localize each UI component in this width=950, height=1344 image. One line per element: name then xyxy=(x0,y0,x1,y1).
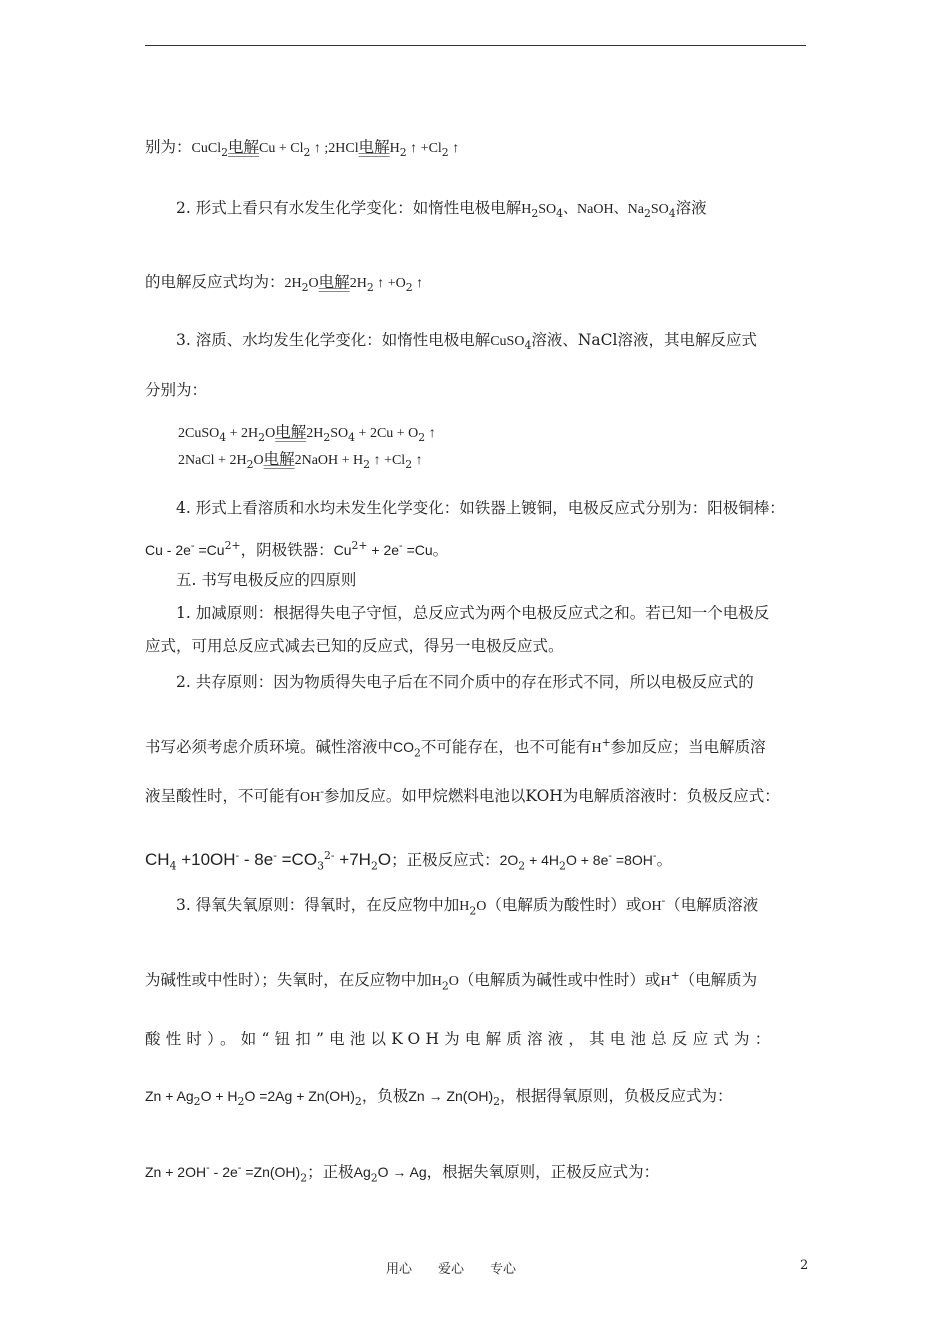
text-run: - xyxy=(661,894,666,907)
text-run: 的电解反应式均为： xyxy=(145,273,285,291)
text-run: ↑ xyxy=(448,141,460,156)
text-run: Zn + 2OH xyxy=(145,1164,207,1181)
text-run: CH xyxy=(145,850,170,870)
text-run: 2 xyxy=(441,146,449,160)
text-run: ↑ ;2HCl xyxy=(310,141,359,156)
text-run: 书写必须考虑介质环境。碱性溶液中 xyxy=(145,738,394,757)
text-run: =Cu xyxy=(194,542,225,559)
line-11 xyxy=(176,603,769,623)
text-run: ；正极 xyxy=(307,1163,354,1182)
text-run: 2 xyxy=(469,904,477,918)
text-run: O xyxy=(377,850,392,870)
text-run: 2 xyxy=(246,458,254,472)
text-run: O xyxy=(253,453,264,468)
text-run: ↑ +O xyxy=(373,276,406,291)
text-run: 应式，可用总反应式减去已知的反应式，得另一电极反应式。 xyxy=(145,637,564,655)
text-run: - xyxy=(320,785,324,798)
text-run: 液呈酸性时，不可能有 xyxy=(145,787,301,806)
text-run: 2. 形式上看只有水发生化学变化：如惰性电极电解 xyxy=(176,199,522,217)
text-run: 2 xyxy=(363,458,371,472)
line-18 xyxy=(145,966,757,996)
text-run: Ag xyxy=(353,1164,371,1181)
text-run: - xyxy=(273,849,277,862)
line-12 xyxy=(145,636,564,656)
text-run: - xyxy=(237,1161,242,1174)
text-run: - 8e xyxy=(239,850,274,870)
text-run: （电解质为酸性时）或 xyxy=(486,896,642,915)
line-5 xyxy=(145,380,207,400)
text-run: 2 xyxy=(405,281,413,295)
text-run: 2 xyxy=(303,146,311,160)
text-run: O xyxy=(476,899,487,915)
line-10 xyxy=(176,570,356,590)
line-19 xyxy=(145,1029,775,1049)
text-run: ↑ +Cl xyxy=(406,141,442,156)
text-run: 2 xyxy=(301,281,309,295)
text-run: 2O xyxy=(499,852,519,869)
text-run: =Cu xyxy=(402,542,433,559)
text-run: 2 xyxy=(518,859,526,873)
line-2 xyxy=(176,198,707,224)
text-run: O + H xyxy=(200,1088,238,1104)
text-run: H xyxy=(389,141,400,156)
line-7 xyxy=(178,449,423,475)
text-run: O xyxy=(448,974,459,990)
text-run: H xyxy=(591,741,602,757)
text-run: O xyxy=(308,276,319,291)
text-run: 2 xyxy=(531,207,539,221)
line-13 xyxy=(176,672,754,692)
text-run: ↑ xyxy=(425,426,436,441)
text-run: - xyxy=(608,849,613,862)
text-run: 4 xyxy=(169,859,177,873)
text-run: 4 xyxy=(524,339,532,353)
text-run: + xyxy=(601,736,611,749)
text-run: 五. 书写电极反应的四原则 xyxy=(176,571,357,589)
text-run: 2H xyxy=(306,426,324,441)
text-run: 2 xyxy=(405,458,413,472)
line-21 xyxy=(145,1158,659,1188)
text-run: O xyxy=(265,426,276,441)
text-run: 2 xyxy=(221,146,228,160)
text-run: 2 xyxy=(354,1095,362,1109)
text-run: SO xyxy=(330,426,349,441)
text-run: （电解质为碱性或中性时）或 xyxy=(458,971,661,990)
text-run: 2 xyxy=(370,1171,378,1185)
line-1 xyxy=(145,137,459,163)
text-run: 电解 xyxy=(263,450,295,468)
text-run: ，阴极铁器： xyxy=(240,541,334,560)
text-run: 2 xyxy=(366,281,374,295)
text-run: 电解 xyxy=(318,273,350,291)
text-run: 参加反应。如甲烷燃料电池以KOH为电解质溶液时：负极反应式： xyxy=(323,787,780,806)
text-run: - xyxy=(652,849,657,862)
text-run: - xyxy=(190,539,195,552)
text-run: CO xyxy=(393,739,415,756)
text-run: H xyxy=(431,974,442,990)
line-3 xyxy=(145,272,423,298)
text-run: + 4H xyxy=(525,852,560,869)
footer-motto: 用心 爱心 专心 xyxy=(386,1262,517,1277)
text-run: 2 xyxy=(300,1171,308,1185)
text-run: Zn → Zn(OH) xyxy=(408,1088,494,1104)
line-16 xyxy=(145,846,672,876)
text-run: O =2Ag + Zn(OH) xyxy=(244,1088,355,1104)
text-run: ↑ xyxy=(412,453,423,468)
text-run: OH xyxy=(641,899,662,915)
text-run: 参加反应；当电解质溶 xyxy=(610,738,766,757)
line-20 xyxy=(145,1086,733,1112)
text-run: （电解质为 xyxy=(679,971,758,990)
line-9 xyxy=(145,536,448,560)
text-run: 3 xyxy=(317,859,324,873)
text-run: 2CuSO xyxy=(178,426,220,441)
text-run: 4 xyxy=(668,207,676,221)
text-run: 3. 得氧失氧原则：得氧时，在反应物中加 xyxy=(176,896,460,915)
header-rule xyxy=(145,45,806,46)
text-run: 2 xyxy=(414,746,421,760)
text-run: 2NaOH + H xyxy=(294,453,364,468)
text-run: 溶液、NaCl溶液，其电解反应式 xyxy=(531,331,757,349)
text-run: 溶液 xyxy=(675,199,707,217)
text-run: ，根据得氧原则，负极反应式为： xyxy=(500,1087,733,1105)
line-17 xyxy=(176,891,758,921)
text-run: 、NaOH、Na xyxy=(563,202,644,217)
text-run: O → Ag xyxy=(377,1164,427,1181)
text-run: 电解 xyxy=(228,138,260,156)
text-run: + 2e xyxy=(367,542,400,559)
text-run: 4 xyxy=(219,431,227,445)
text-run: - xyxy=(235,849,240,862)
text-run: 2NaCl + 2H xyxy=(178,453,247,468)
text-run: Cu + Cl xyxy=(259,141,304,156)
text-run: ，根据失氧原则，正极反应式为： xyxy=(426,1163,660,1182)
text-run: CuSO xyxy=(490,334,525,349)
text-run: 2. 共存原则：因为物质得失电子后在不同介质中的存在形式不同，所以电极反应式的 xyxy=(176,673,754,691)
text-run: 2 xyxy=(441,979,449,993)
text-run: ↑ +Cl xyxy=(370,453,406,468)
text-run: Cu xyxy=(333,542,352,559)
text-run: 2 xyxy=(370,859,378,873)
text-run: ；正极反应式： xyxy=(391,851,500,870)
text-run: - 2e xyxy=(209,1164,238,1181)
text-run: 1. 加减原则：根据得失电子守恒，总反应式为两个电极反应式之和。若已知一个电极反 xyxy=(176,604,770,622)
text-run: 2 xyxy=(493,1095,501,1109)
text-run: 2+ xyxy=(351,539,368,552)
line-4 xyxy=(176,330,757,356)
text-run: SO xyxy=(538,202,557,217)
text-run: 2 xyxy=(258,431,266,445)
text-run: - xyxy=(399,539,403,552)
text-run: SO xyxy=(650,202,669,217)
text-run: =CO xyxy=(276,850,318,870)
text-run: 为碱性或中性时）；失氧时，在反应物中加 xyxy=(145,971,432,990)
text-run: H xyxy=(660,974,671,990)
text-run: 。 xyxy=(432,541,449,560)
text-run: +10OH xyxy=(176,850,236,870)
text-run: 。 xyxy=(656,851,673,870)
text-run: 4 xyxy=(348,431,356,445)
text-run: =Zn(OH) xyxy=(241,1164,301,1181)
text-run: 电解 xyxy=(275,423,307,441)
text-run: =8OH xyxy=(612,852,653,869)
text-run: 2H xyxy=(349,276,367,291)
text-run: 2 xyxy=(643,207,651,221)
text-run: - xyxy=(206,1161,210,1174)
text-run: （电解质溶液 xyxy=(665,896,759,915)
text-run: 2H xyxy=(284,276,302,291)
page-number: 2 xyxy=(800,1258,809,1273)
text-run: 2 xyxy=(418,431,426,445)
text-run: CuCl xyxy=(191,141,222,156)
text-run: H xyxy=(459,899,470,915)
text-run: 2 xyxy=(399,146,407,160)
text-run: ↑ xyxy=(412,276,424,291)
text-run: 2 xyxy=(237,1095,245,1109)
text-run: 4. 形式上看溶质和水均未发生化学变化：如铁器上镀铜，电极反应式分别为：阳极铜棒： xyxy=(176,499,785,517)
text-run: 别为： xyxy=(145,138,192,156)
text-run: 2 xyxy=(559,859,566,873)
text-run: O + 8e xyxy=(565,852,609,869)
text-run: 2 xyxy=(193,1095,201,1109)
text-run: +7H xyxy=(334,850,371,870)
text-run: + 2Cu + O xyxy=(355,426,419,441)
text-run: H xyxy=(521,202,532,217)
line-8 xyxy=(176,498,785,518)
text-run: 电解 xyxy=(358,138,390,156)
text-run: + xyxy=(670,969,680,982)
text-run: Cu - 2e xyxy=(145,542,191,559)
text-run: 3. 溶质、水均发生化学变化：如惰性电极电解 xyxy=(176,331,491,349)
text-run: + 2H xyxy=(226,426,259,441)
line-6 xyxy=(178,422,436,448)
text-run: 2 xyxy=(323,431,331,445)
line-14 xyxy=(145,733,766,763)
text-run: OH xyxy=(300,790,321,806)
text-run: Zn + Ag xyxy=(145,1088,194,1104)
text-run: ，负极 xyxy=(361,1087,409,1105)
line-15 xyxy=(145,782,780,808)
text-run: 不可能存在，也不可能有 xyxy=(420,738,592,757)
text-run: 2- xyxy=(323,849,335,862)
text-run: 分别为： xyxy=(145,381,208,399)
text-run: 2+ xyxy=(224,539,241,552)
text-run: 酸性时）。如“钮扣”电池以KOH为电解质溶液，其电池总反应式为： xyxy=(145,1030,776,1048)
text-run: 4 xyxy=(556,207,564,221)
